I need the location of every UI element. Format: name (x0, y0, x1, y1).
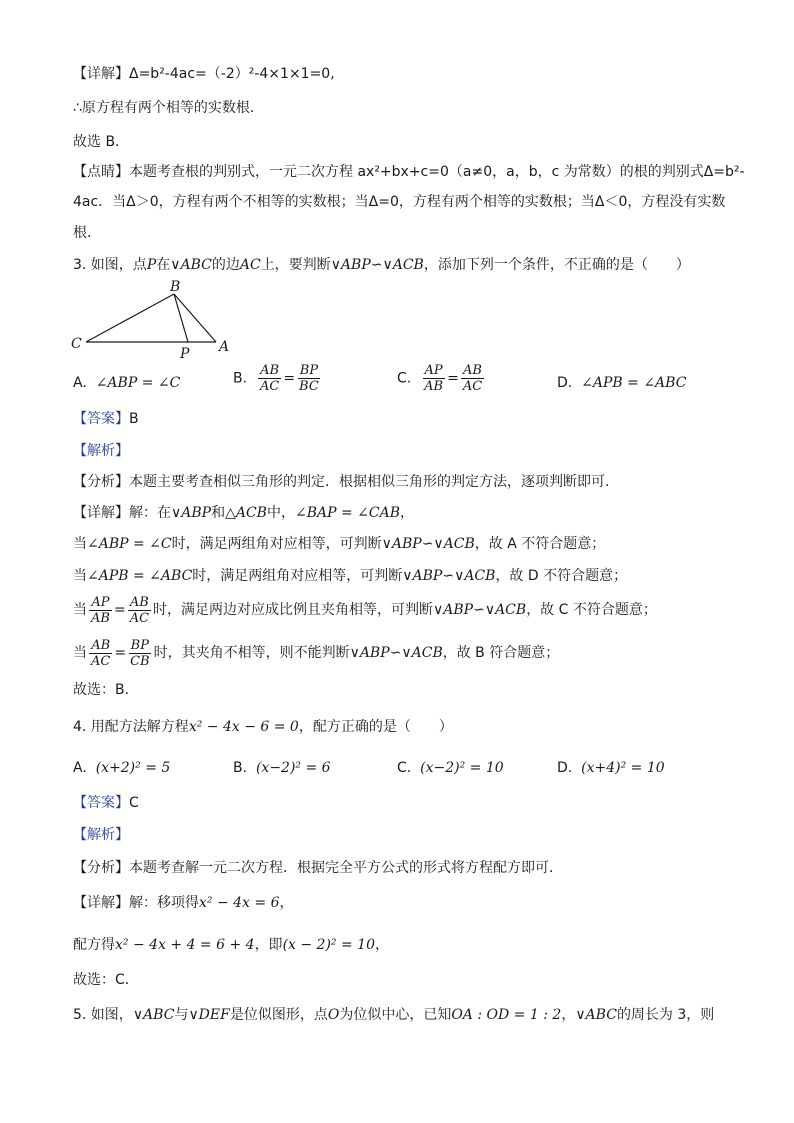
fraction: $\frac{AB}{AC}$ (129, 594, 150, 626)
q4-analysis: 【分析】本题考查解一元二次方程．根据完全平方公式的形式将方程配方即可． (73, 860, 563, 876)
fraction: $\frac{AB}{AC}$ (259, 363, 280, 394)
fraction: $\frac{AB}{AC}$ (462, 363, 483, 394)
q3-option-a: A. ∠ABP = ∠C (73, 375, 181, 391)
q3-detail: 【详解】解：在∨ABP和△ACB中，∠BAP = ∠CAB， (73, 505, 415, 521)
q4-answer: 【答案】C (73, 795, 139, 811)
q4-option-b: B. (x−2)² = 6 (233, 760, 331, 776)
q5-stem: 5. 如图，∨ABC与∨DEF是位似图形，点O为位似中心，已知OA : OD = 1 : 2，∨ABC的周长为 3，则 (73, 1007, 715, 1023)
q4-step: 配方得x² − 4x + 4 = 6 + 4，即(x − 2)² = 10， (73, 937, 389, 953)
q4-option-a: A. (x+2)² = 5 (73, 760, 171, 776)
q3-case-a: 当∠ABP = ∠C时，满足两组角对应相等，可判断∨ABP∽∨ACB，故 A 不符合题意； (73, 536, 606, 552)
comment-line-1: 【点睛】本题考查根的判别式，一元二次方程 ax²+bx+c=0（a≠0，a，b，c 为常数）的根的判别式Δ=b²- (73, 164, 745, 180)
q4-conclusion: 故选：C． (73, 972, 139, 988)
label-A: A (219, 339, 230, 355)
q3-analysis: 【分析】本题主要考查相似三角形的判定．根据相似三角形的判定方法，逐项判断即可． (73, 474, 619, 490)
q4-analysis-heading (73, 825, 723, 845)
analysis-tag: 【解析】 (73, 443, 129, 459)
q3-analysis-heading (73, 441, 723, 461)
triangle-figure (66, 278, 246, 362)
q3-case-b: 当 $\frac{AB}{AC}$ = $\frac{BP}{CB}$ 时，其夹角不相等，则不能判断∨ABP∽∨ACB，故 B 符合题意； (73, 637, 560, 669)
q4-detail: 【详解】解：移项得x² − 4x = 6， (73, 895, 294, 911)
fraction: $\frac{AB}{AC}$ (91, 637, 111, 669)
analysis-tag: 【解析】 (73, 827, 129, 843)
label-B: B (170, 279, 181, 295)
segment-BA (174, 294, 216, 342)
detail-tag: 【详解】 (73, 66, 129, 82)
choice-line: 故选 B． (73, 134, 130, 150)
segment-CB (86, 294, 174, 342)
q3-case-c: 当 $\frac{AP}{AB}$ = $\frac{AB}{AC}$ 时，满足两边对应成比例且夹角相等，可判断∨ABP∽∨ACB，故 C 不符合题意； (73, 594, 657, 626)
q3-option-d: D. ∠APB = ∠ABC (557, 375, 687, 391)
label-C: C (71, 336, 82, 352)
q3-case-d: 当∠APB = ∠ABC时，满足两组角对应相等，可判断∨ABP∽∨ACB，故 D 不符合题意； (73, 568, 628, 584)
comment-line-3: 根． (73, 225, 101, 241)
q4-option-c: C. (x−2)² = 10 (397, 760, 504, 776)
answer-tag: 【答案】 (73, 411, 129, 427)
fraction: $\frac{BP}{CB}$ (130, 637, 150, 669)
q3-conclusion: 故选：B． (73, 682, 139, 698)
label-P: P (180, 346, 190, 362)
detail-line: 【详解】Δ=b²-4ac=（-2）²-4×1×1=0, (73, 66, 335, 82)
q4-option-d: D. (x+4)² = 10 (557, 760, 665, 776)
q4-stem: 4. 用配方法解方程x² − 4x − 6 = 0，配方正确的是（ ） (73, 719, 453, 735)
q3-option-c: C. $\frac{AP}{AB}$ = $\frac{AB}{AC}$ (397, 363, 483, 394)
fraction: $\frac{AP}{AB}$ (91, 594, 110, 626)
fraction: $\frac{AP}{AB}$ (424, 363, 444, 394)
q3-stem: 3. 如图，点P在∨ABC的边AC上，要判断∨ABP∽∨ACB，添加下列一个条件，不正确的是（ ） (73, 257, 690, 273)
comment-tag: 【点睛】 (73, 164, 129, 180)
answer-tag: 【答案】 (73, 795, 129, 811)
fraction: $\frac{BP}{BC}$ (299, 363, 319, 394)
q3-answer: 【答案】B (73, 411, 139, 427)
q3-option-b: B. $\frac{AB}{AC}$ = $\frac{BP}{BC}$ (233, 363, 319, 394)
conclusion-line: ∴原方程有两个相等的实数根． (73, 100, 264, 116)
comment-line-2: 4ac．当Δ＞0，方程有两个不相等的实数根；当Δ=0，方程有两个相等的实数根；当Δ＜0，方程没有实数 (73, 194, 726, 210)
